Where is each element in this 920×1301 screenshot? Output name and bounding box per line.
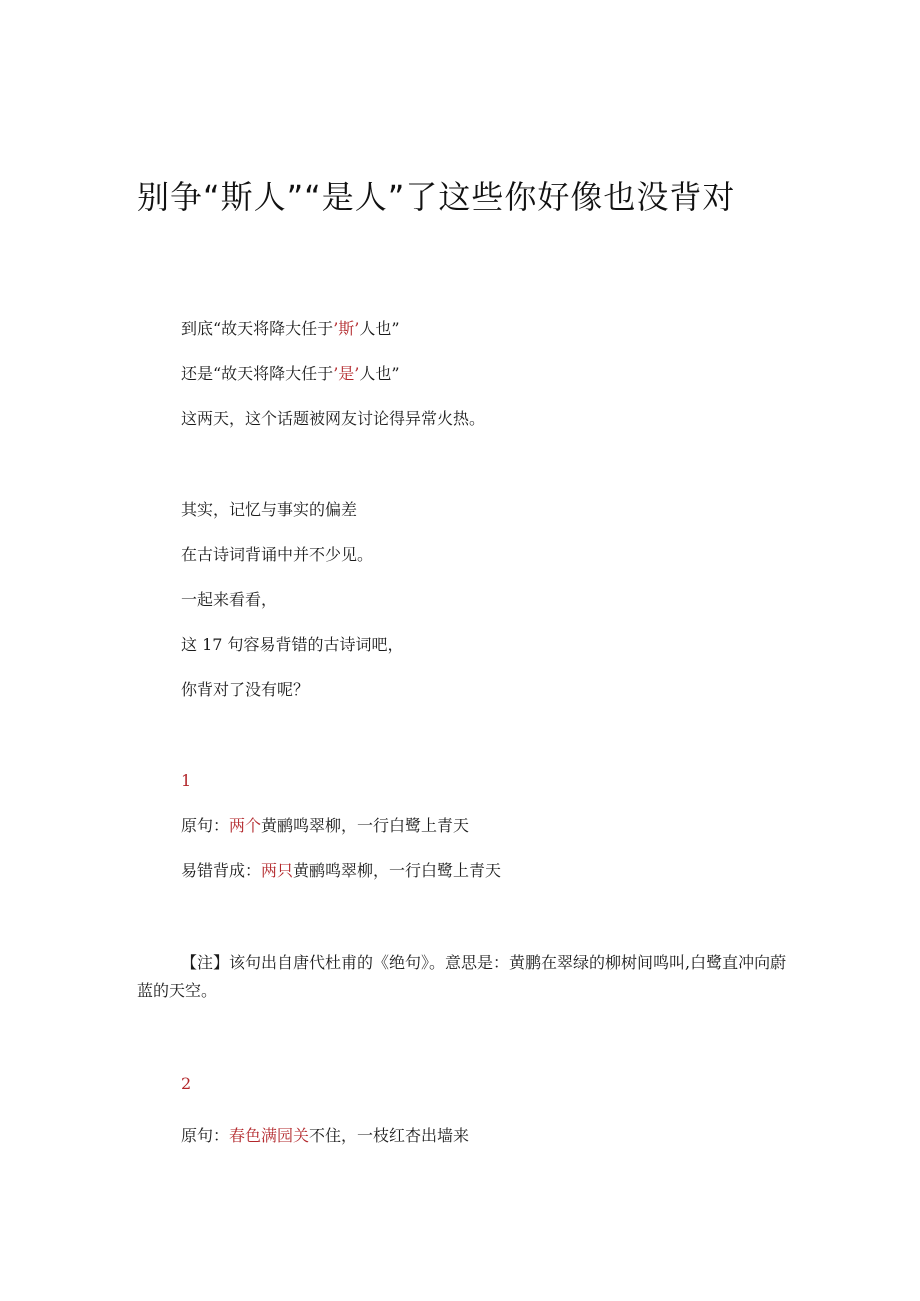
intro-line-8: 你背对了没有呢？ — [181, 680, 310, 699]
item-2-original — [181, 1125, 469, 1147]
item-1-original-rest: 黄鹂鸣翠柳，一行白鹭上青天 — [261, 816, 470, 835]
intro-line-7: 这 17 句容易背错的古诗词吧， — [181, 635, 404, 654]
item-number-2: 2 — [181, 1074, 192, 1093]
item-1-wrong-rest: 黄鹂鸣翠柳，一行白鹭上青天 — [293, 861, 502, 880]
item-1-wrong-label: 易错背成： — [181, 861, 262, 880]
intro-line-4: 其实，记忆与事实的偏差 — [181, 500, 358, 519]
item-1-wrong — [181, 860, 501, 882]
article-title: 别争“斯人”“是人”了这些你好像也没背对 — [137, 178, 736, 216]
item-2-original-label: 原句： — [181, 1126, 230, 1145]
item-1-original-highlight: 两个 — [229, 816, 262, 835]
intro-line-1-highlight: ’斯’ — [333, 319, 360, 338]
intro-line-1 — [181, 318, 400, 340]
item-1-wrong-highlight: 两只 — [261, 861, 294, 880]
item-1-original — [181, 815, 469, 837]
intro-line-6: 一起来看看， — [181, 590, 278, 609]
intro-line-5: 在古诗词背诵中并不少见。 — [181, 545, 374, 564]
intro-line-2 — [181, 363, 400, 385]
intro-line-3: 这两天，这个话题被网友讨论得异常火热。 — [181, 409, 486, 428]
item-2-original-highlight: 春色满园关 — [229, 1126, 310, 1145]
item-1-original-label: 原句： — [181, 816, 230, 835]
intro-line-2-pre: 还是“故天将降大任于 — [181, 364, 334, 383]
item-number-1: 1 — [181, 771, 192, 790]
intro-line-2-post: 人也” — [359, 364, 400, 383]
intro-line-1-pre: 到底“故天将降大任于 — [181, 319, 334, 338]
item-1-note: 【注】该句出自唐代杜甫的《绝句》。意思是：黄鹏在翠绿的柳树间鸣叫,白鹭直冲向蔚蓝的天空。 — [137, 953, 787, 1000]
item-2-original-rest: 不住，一枝红杏出墙来 — [309, 1126, 470, 1145]
intro-line-2-highlight: ’是’ — [333, 364, 360, 383]
intro-line-1-post: 人也” — [359, 319, 400, 338]
